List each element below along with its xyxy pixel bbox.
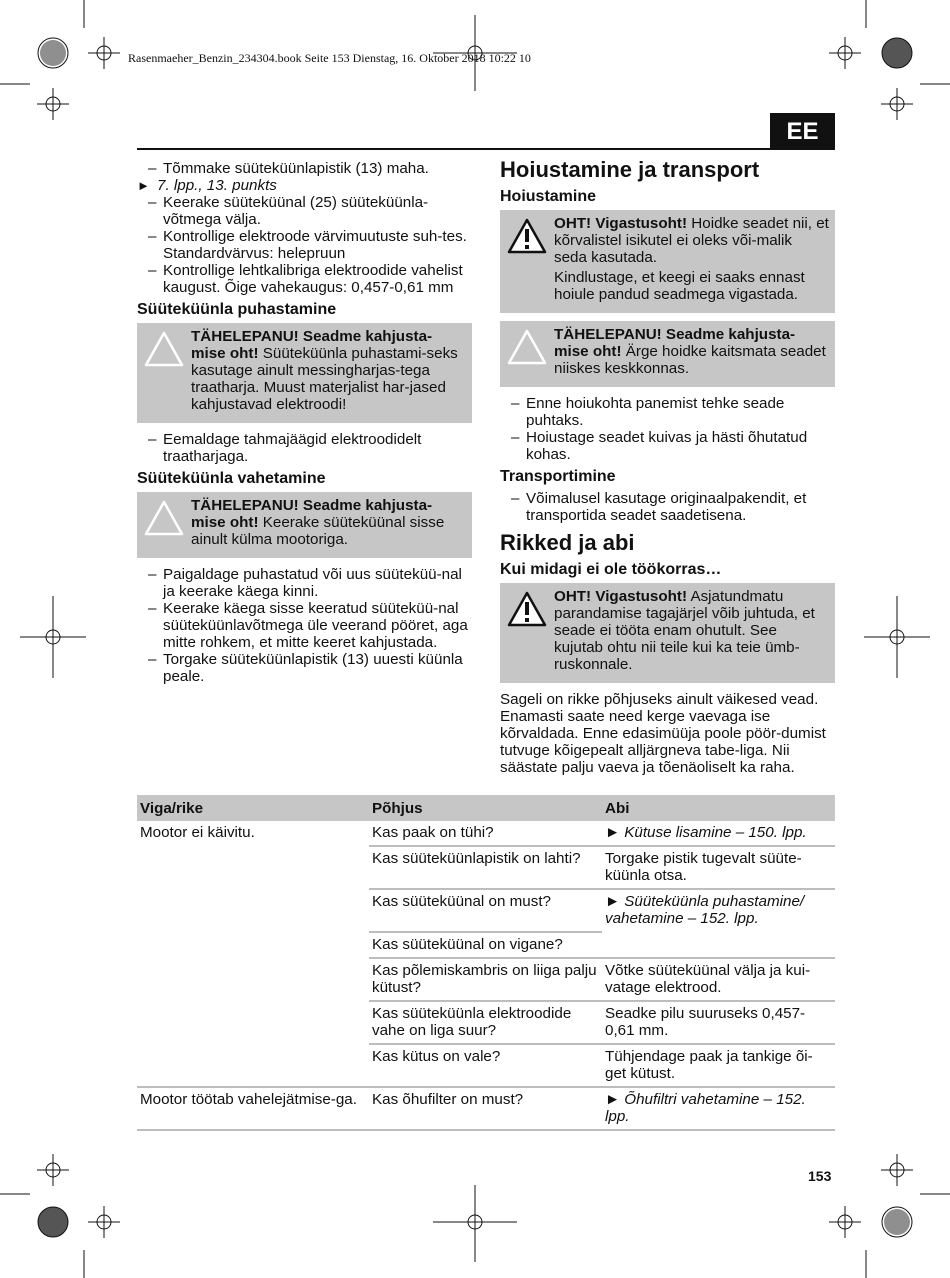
cross-reference-link[interactable]: ► 7. lpp., 13. punkts [137,177,472,194]
page-number: 153 [808,1168,832,1184]
section-heading: Süüteküünla vahetamine [137,470,326,487]
remedy-cell: Torgake pistik tugevalt süüte-küünla otsa. [602,846,835,889]
caution-box [137,492,472,558]
list-item: – Keerake süüteküünal (25) süüteküünla-võtmega välja. [137,194,472,228]
print-header: Rasenmaeher_Benzin_234304.book Seite 153 Dienstag, 16. Oktober 2018 10:22 10 [128,51,531,65]
caution-triangle-icon [144,331,184,367]
list-item: – Enne hoiukohta panemist tehke seade puhtaks. [500,395,835,429]
caution-label: TÄHELEPANU! Seadme kahjusta-mise oht! [191,497,433,531]
cause-cell: Kas süüteküünlapistik on lahti? [369,846,602,889]
remedy-cell: ► Süüteküünla puhastamine/ vahetamine – 152. lpp. [602,889,835,958]
list-item: – Paigaldage puhastatud või uus süüteküü-nal ja keerake käega kinni. [137,566,472,600]
section-heading: Hoiustamine [500,188,597,205]
column-header: Abi [602,795,835,821]
column-header: Viga/rike [137,795,369,821]
cause-cell: Kas süüteküünal on must? [369,889,602,932]
warning-triangle-icon [507,218,547,254]
danger-box [500,583,835,683]
section-heading: Süüteküünla puhastamine [137,301,337,318]
danger-box [500,210,835,313]
table-header-row [137,795,835,821]
list-item: – Tõmmake süüteküünlapistik (13) maha. [137,160,472,177]
caution-triangle-icon [507,329,547,365]
warning-triangle-icon [507,591,547,627]
caution-text: Ärge hoidke kaitsmata seadet niiskes keskkonnas. [554,343,826,377]
caution-label: TÄHELEPANU! Seadme kahjusta-mise oht! [191,328,433,362]
danger-label: OHT! Vigastusoht! [554,215,688,232]
right-column [500,157,835,776]
cause-cell: Kas õhufilter on must? [369,1087,602,1130]
remedy-cell: Seadke pilu suuruseks 0,457-0,61 mm. [602,1001,835,1044]
table-row [137,1087,835,1130]
remedy-cell: Võtke süüteküünal välja ja kui-vatage elektrood. [602,958,835,1001]
list-item: – Võimalusel kasutage originaalpakendit, et transportida seadet saadetisena. [500,490,835,524]
cause-cell: Kas põlemiskambris on liiga palju kütust? [369,958,602,1001]
list-item: – Hoiustage seadet kuivas ja hästi õhutatud kohas. [500,429,835,463]
list-item: – Kontrollige elektroode värvimuutuste suh-tes. Standardvärvus: helepruun [137,228,472,262]
left-column [137,160,472,685]
remedy-cell: ► Kütuse lisamine – 150. lpp. [602,821,835,846]
header-rule [137,148,835,150]
caution-triangle-icon [144,500,184,536]
cross-reference-link[interactable]: Kütuse lisamine – 150. lpp. [624,824,807,841]
danger-text: Hoidke seadet nii, et kõrvalistel isikutel ei oleks või-malik seda kasutada. [554,215,829,266]
danger-label: OHT! Vigastusoht! [554,588,688,605]
caution-box [137,323,472,423]
section-heading: Transportimine [500,468,616,485]
remedy-cell: ► Õhufiltri vahetamine – 152. lpp. [602,1087,835,1130]
fault-cell: Mootor ei käivitu. [140,824,255,841]
cause-cell: Kas kütus on vale? [369,1044,602,1087]
cross-reference-link[interactable]: Õhufiltri vahetamine – 152. lpp. [605,1091,806,1125]
chapter-title: Hoiustamine ja transport [500,157,760,182]
list-item: – Keerake käega sisse keeratud süüteküü-nal süüteküünlavõtmega üle veerand pööret, aga mitte rohkem, et mitte keeret kahjustada. [137,600,472,651]
caution-text: Keerake süüteküünal sisse ainult külma mootoriga. [191,514,445,548]
danger-text: Kindlustage, et keegi ei saaks ennast hoiule pandud seadmega vigastada. [554,269,805,303]
fault-cell: Mootor töötab vahelejätmise-ga. [137,1087,369,1130]
remedy-cell: Tühjendage paak ja tankige õi-get kütust. [602,1044,835,1087]
list-item: – Eemaldage tahmajäägid elektroodidelt traatharjaga. [137,431,472,465]
section-heading: Kui midagi ei ole töökorras… [500,561,722,578]
cause-cell: Kas paak on tühi? [369,821,602,846]
cause-cell: Kas süüteküünal on vigane? [369,932,602,958]
caution-label: TÄHELEPANU! Seadme kahjusta-mise oht! [554,326,796,360]
caution-box [500,321,835,387]
list-item: – Torgake süüteküünlapistik (13) uuesti küünla peale. [137,651,472,685]
danger-text: Asjatundmatu parandamise tagajärjel võib juhtuda, et seade ei tööta enam ohutult. See kujutab ohtu nii teile kui ka teie ümb-ruskonnale. [554,588,815,673]
paragraph: Sageli on rikke põhjuseks ainult väikesed vead. Enamasti saate need kerge vaevaga ise kõrvaldada. Enne edasimüüja poole pöör-dumist tutvuge kõigepealt alljärgneva tabe-liga. Nii säästate palju vaeva ja tõenäoliselt ka raha. [500,691,826,776]
troubleshooting-table [137,795,835,1131]
list-item: – Kontrollige lehtkalibriga elektroodide vahelist kaugust. Õige vahekaugus: 0,457-0,61 mm [137,262,472,296]
cross-reference-link[interactable]: Süüteküünla puhastamine/ vahetamine – 152. lpp. [605,893,805,927]
caution-text: Süüteküünla puhastami-seks kasutage ainult messingharjas-tega traatharja. Muust materjalist har-jased kahjustavad elektroodi! [191,345,458,413]
cause-cell: Kas süüteküünla elektroodide vahe on liga suur? [369,1001,602,1044]
language-tab: EE [770,113,835,150]
table-row [137,821,835,846]
chapter-title: Rikked ja abi [500,530,635,555]
column-header: Põhjus [369,795,602,821]
